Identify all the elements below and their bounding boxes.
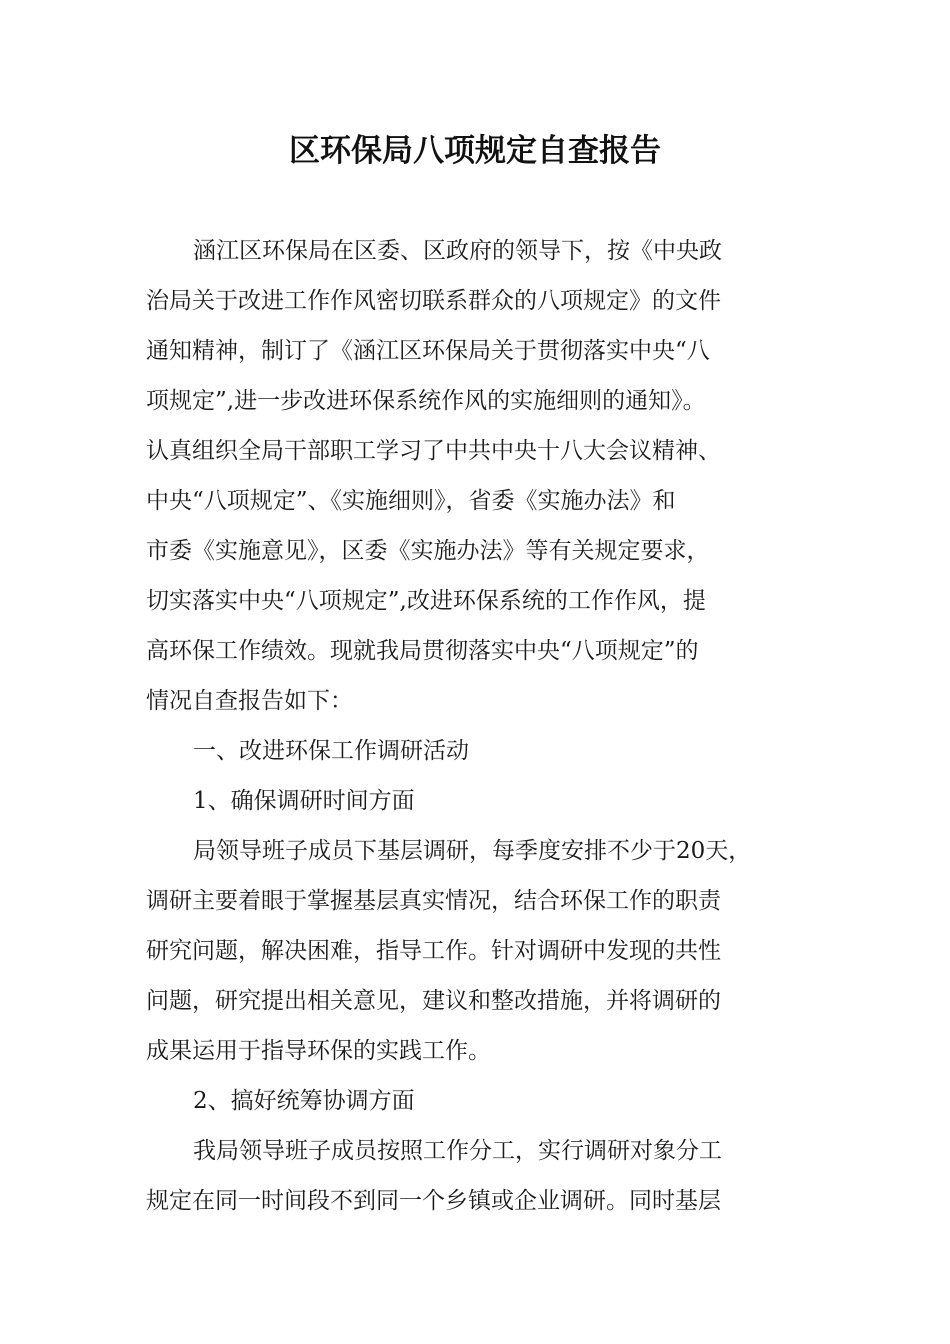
paragraph-line: 认真组织全局干部职工学习了中共中央十八大会议精神、 [146,438,721,464]
paragraph-line: 市委《实施意见》，区委《实施办法》等有关规定要求， [146,538,710,564]
paragraph-line: 成果运用于指导环保的实践工作。 [146,1038,491,1064]
paragraph-line: 情况自查报告如下： [146,688,353,714]
paragraph-line: 问题，研究提出相关意见，建议和整改措施，并将调研的 [146,988,721,1014]
paragraph-line: 切实落实中央“八项规定”,改进环保系统的工作作风，提 [146,588,706,614]
paragraph-line: 治局关于改进工作作风密切联系群众的八项规定》的文件 [146,288,721,314]
paragraph-line: 通知精神，制订了《涵江区环保局关于贯彻落实中央“八 [146,338,710,364]
document-body [146,226,810,1226]
paragraph-line: 规定在同一时间段不到同一个乡镇或企业调研。同时基层 [146,1188,721,1214]
paragraph-line: 中央“八项规定”、《实施细则》，省委《实施办法》和 [146,488,676,514]
subsection-heading: 2、搞好统筹协调方面 [193,1088,415,1114]
paragraph-line: 项规定”,进一步改进环保系统作风的实施细则的通知》。 [146,388,706,414]
paragraph-line: 我局领导班子成员按照工作分工，实行调研对象分工 [193,1138,722,1164]
subsection-heading: 1、确保调研时间方面 [193,788,415,814]
paragraph-line: 涵江区环保局在区委、区政府的领导下，按《中央政 [193,238,722,264]
paragraph-line: 调研主要着眼于掌握基层真实情况，结合环保工作的职责 [146,888,721,914]
paragraph-line: 研究问题，解决困难，指导工作。针对调研中发现的共性 [146,938,721,964]
paragraph-line: 局领导班子成员下基层调研，每季度安排不少于20天， [193,838,752,864]
section-heading: 一、改进环保工作调研活动 [193,738,469,764]
paragraph-line: 高环保工作绩效。现就我局贯彻落实中央“八项规定”的 [146,638,699,664]
document-title: 区环保局八项规定自查报告 [289,133,661,169]
